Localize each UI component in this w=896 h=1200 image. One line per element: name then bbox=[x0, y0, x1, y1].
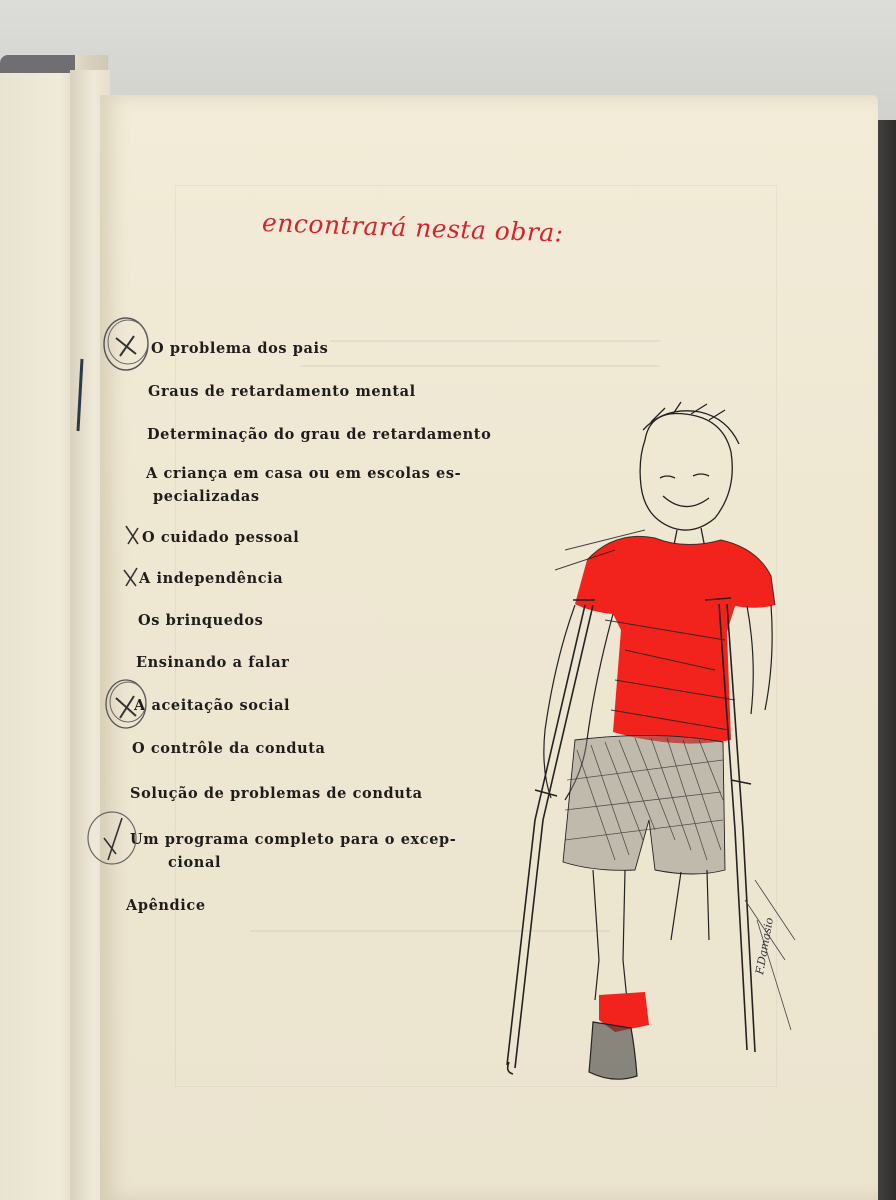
toc-item-label: Ensinando a falar bbox=[136, 654, 290, 671]
boy-head bbox=[640, 402, 739, 550]
toc-item-label: Um programa completo para o excep- bbox=[130, 831, 457, 848]
toc-item-label: Solução de problemas de conduta bbox=[130, 785, 423, 802]
toc-item-crianca bbox=[146, 462, 461, 508]
toc-item-cuidado bbox=[142, 526, 299, 549]
toc-item-label: Graus de retardamento mental bbox=[148, 383, 416, 400]
toc-item-label: O contrôle da conduta bbox=[132, 740, 326, 757]
boy-on-crutches-illustration bbox=[495, 400, 815, 1100]
pencil-stroke bbox=[70, 355, 90, 435]
toc-item-aceitacao bbox=[134, 694, 290, 717]
toc-item-label: Os brinquedos bbox=[138, 612, 264, 629]
toc-item-brinquedos bbox=[138, 609, 263, 632]
show-through-text bbox=[330, 340, 660, 342]
toc-item-determinacao bbox=[147, 423, 491, 446]
toc-item-programa bbox=[130, 828, 456, 874]
artist-signature: F.Damasio bbox=[753, 916, 776, 976]
circled-x-mark-icon bbox=[100, 672, 152, 732]
page-heading: encontrará nesta obra: bbox=[261, 208, 565, 248]
show-through-text bbox=[300, 365, 660, 367]
toc-item-label-continued: cional bbox=[168, 854, 222, 871]
toc-item-independencia bbox=[139, 567, 283, 590]
hatched-shorts bbox=[563, 735, 725, 874]
toc-item-solucao bbox=[130, 782, 423, 805]
toc-item-label-continued: pecializadas bbox=[153, 488, 260, 505]
circled-check-mark-icon bbox=[84, 808, 140, 868]
toc-item-label: O problema dos pais bbox=[151, 340, 329, 357]
toc-item-label: Determinação do grau de retardamento bbox=[147, 426, 492, 443]
toc-item-graus bbox=[148, 380, 416, 403]
shoe bbox=[589, 1022, 637, 1079]
toc-item-label: A aceitação social bbox=[134, 697, 291, 714]
toc-item-label: A independência bbox=[139, 570, 284, 587]
toc-item-label: Apêndice bbox=[126, 897, 206, 914]
toc-item-label: O cuidado pessoal bbox=[142, 529, 300, 546]
check-x-mark-icon bbox=[120, 564, 142, 590]
toc-item-apendice bbox=[126, 894, 206, 917]
legs bbox=[593, 870, 709, 1000]
toc-item-controle bbox=[132, 737, 326, 760]
red-shirt bbox=[575, 536, 775, 743]
cover-spine-top bbox=[0, 55, 75, 73]
toc-item-falar bbox=[136, 651, 289, 674]
check-x-mark-icon bbox=[122, 522, 144, 548]
toc-item-label: A criança em casa ou em escolas es- bbox=[146, 465, 462, 482]
toc-item-problema bbox=[151, 337, 328, 360]
circled-x-mark-icon bbox=[98, 308, 158, 378]
